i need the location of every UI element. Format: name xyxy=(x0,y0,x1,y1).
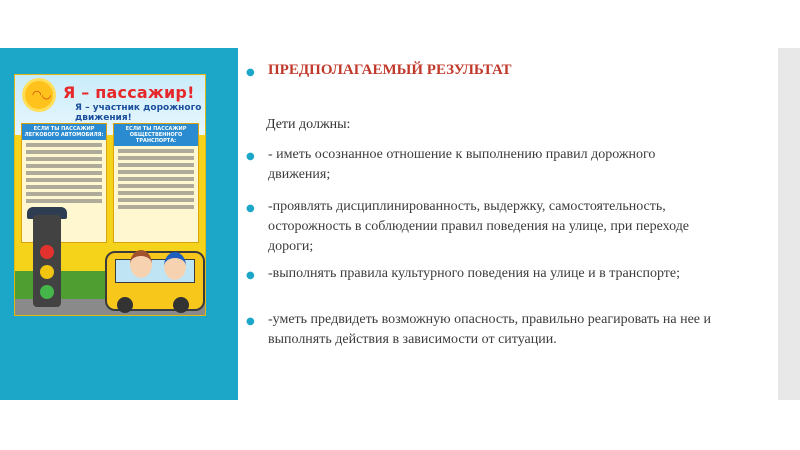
traffic-light-icon xyxy=(33,215,61,307)
bullet-text: -проявлять дисциплинированность, выдержку, самостоятельность, осторожность в соблюдении правил поведения на улице, при переходе дороги; xyxy=(268,199,690,254)
bullet-icon: ● xyxy=(246,270,255,281)
bus-icon xyxy=(105,251,205,311)
slide-content xyxy=(244,54,764,347)
bullet-icon: ● xyxy=(246,316,255,327)
bullet-icon: ● xyxy=(246,151,255,162)
poster-left-column-head: ЕСЛИ ТЫ ПАССАЖИР ЛЕГКОВОГО АВТОМОБИЛЯ: xyxy=(22,124,106,140)
poster-title: Я – пассажир! xyxy=(63,83,195,102)
bullet-item xyxy=(244,197,714,257)
heading-item xyxy=(244,54,764,88)
poster-subtitle: Я – участник дорожного движения! xyxy=(75,103,202,123)
child-icon xyxy=(164,252,186,280)
sun-icon: ◠◡ xyxy=(25,81,53,109)
poster-right-column xyxy=(113,123,199,243)
bullet-text: -уметь предвидеть возможную опасность, правильно реагировать на нее и выполнять действия в зависимости от ситуации. xyxy=(268,312,712,347)
slide-heading: ПРЕДПОЛАГАЕМЫЙ РЕЗУЛЬТАТ xyxy=(268,62,512,78)
bullet-item xyxy=(244,310,714,350)
child-icon xyxy=(130,250,152,278)
bullet-item xyxy=(244,145,714,185)
poster-image xyxy=(14,74,206,316)
bullet-text: - иметь осознанное отношение к выполнению правил дорожного движения; xyxy=(268,147,656,182)
bullet-text: -выполнять правила культурного поведения на улице и в транспорте; xyxy=(268,266,680,281)
bullet-item xyxy=(244,264,714,284)
bullet-icon: ● xyxy=(246,67,255,78)
bullet-icon: ● xyxy=(246,203,255,214)
slide-intro: Дети должны: xyxy=(266,117,351,132)
right-gray-strip xyxy=(778,48,800,400)
poster-right-column-head: ЕСЛИ ТЫ ПАССАЖИР ОБЩЕСТВЕННОГО ТРАНСПОРТА: xyxy=(114,124,198,146)
